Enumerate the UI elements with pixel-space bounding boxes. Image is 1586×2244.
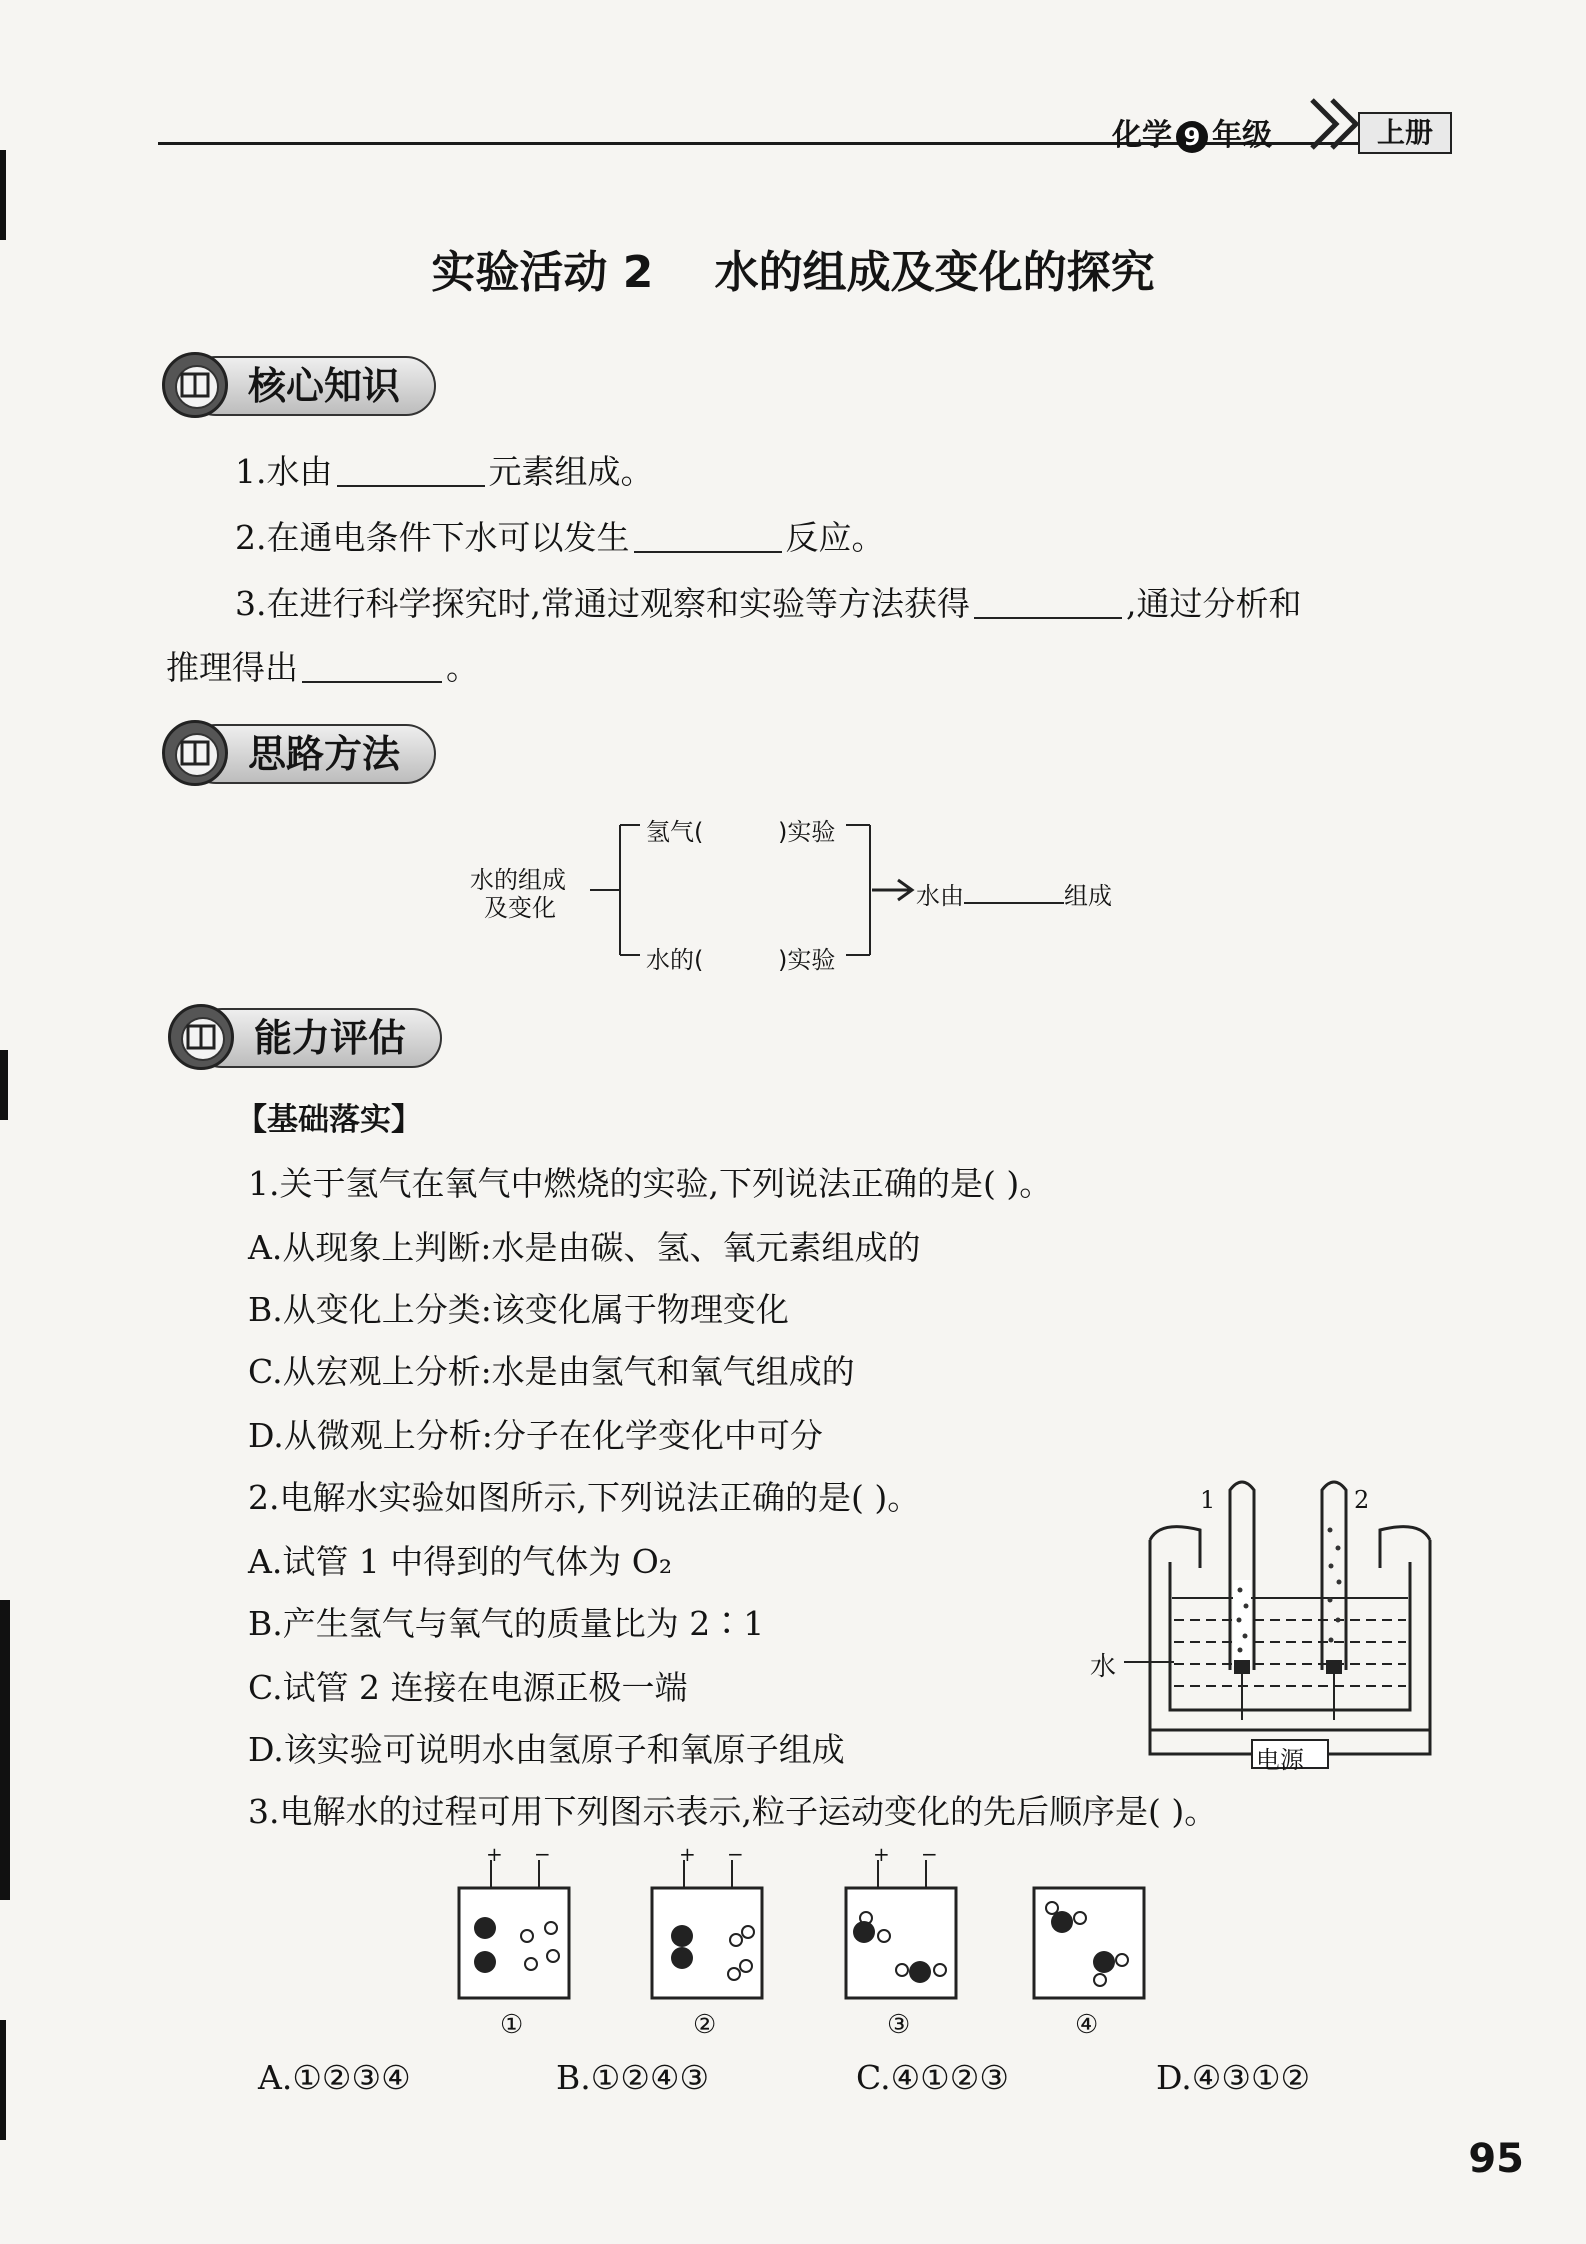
q1-option-c[interactable]: C.从宏观上分析:水是由氢气和氧气组成的: [248, 1352, 855, 1391]
book-icon: [180, 738, 210, 768]
basics-heading: 【基础落实】: [236, 1102, 422, 1138]
electrolysis-apparatus: [1090, 1470, 1450, 1770]
particle-panel-3: [842, 1852, 962, 2002]
q3-option-b[interactable]: B.①②④③: [556, 2058, 710, 2097]
panel-2-label: ②: [693, 2010, 717, 2040]
core-item-2: 2.在通电条件下水可以发生 反应。: [235, 518, 885, 557]
section-title: 能力评估: [192, 1008, 442, 1068]
particle-panel-4: [1030, 1852, 1150, 2002]
power-supply-label: 电源: [1256, 1746, 1304, 1774]
tube-1-label: 1: [1200, 1486, 1216, 1514]
q2-stem: 2.电解水实验如图所示,下列说法正确的是( )。: [248, 1478, 921, 1517]
volume-label: 上册: [1358, 112, 1452, 154]
panel-3-label: ③: [887, 2010, 911, 2040]
core-item-1: 1.水由 元素组成。: [235, 452, 654, 491]
q2-option-a[interactable]: A.试管 1 中得到的气体为 O₂: [248, 1542, 673, 1581]
q1-option-a[interactable]: A.从现象上判断:水是由碳、氢、氧元素组成的: [248, 1228, 921, 1267]
q3-option-d[interactable]: D.④③①②: [1156, 2058, 1311, 2097]
q1-stem: 1.关于氢气在氧气中燃烧的实验,下列说法正确的是( )。: [248, 1164, 1053, 1203]
arrow-right-icon: [870, 878, 920, 902]
section-title: 核心知识: [186, 356, 436, 416]
panel-3-plus: +: [873, 1842, 890, 1866]
q3-option-c[interactable]: C.④①②③: [856, 2058, 1009, 2097]
diagram-bottom-b: )实验: [778, 946, 836, 974]
diagram-label-water: 水的组成: [470, 866, 566, 894]
q3-option-a[interactable]: A.①②③④: [258, 2058, 411, 2097]
page-number: 95: [1468, 2136, 1524, 2182]
particle-panel-1: [455, 1852, 575, 2002]
header-subject-grade: 化学 9 年级: [1112, 118, 1272, 153]
scan-edge-mark: [0, 1050, 8, 1120]
diagram-bottom-a: 水的(: [646, 946, 704, 974]
answer-blank[interactable]: [974, 584, 1122, 619]
q2-option-d[interactable]: D.该实验可说明水由氢原子和氧原子组成: [248, 1730, 845, 1769]
q2-option-b[interactable]: B.产生氢气与氧气的质量比为 2∶1: [248, 1604, 765, 1643]
scan-edge-mark: [0, 2020, 6, 2140]
core-item-3-cont: 推理得出 。: [166, 648, 479, 687]
diagram-label-change: 及变化: [484, 894, 556, 922]
q3-stem: 3.电解水的过程可用下列图示表示,粒子运动变化的先后顺序是( )。: [248, 1792, 1218, 1831]
q1-option-d[interactable]: D.从微观上分析:分子在化学变化中可分: [248, 1416, 823, 1455]
diagram-top-b: )实验: [778, 818, 836, 846]
panel-2-minus: −: [727, 1842, 744, 1866]
book-icon: [180, 370, 210, 400]
tube-2-label: 2: [1354, 1486, 1370, 1514]
scan-edge-mark: [0, 150, 6, 240]
page-title: 实验活动 2 水的组成及变化的探究: [431, 247, 1155, 298]
panel-2-plus: +: [679, 1842, 696, 1866]
panel-1-plus: +: [486, 1842, 503, 1866]
section-title: 思路方法: [186, 724, 436, 784]
core-item-3: 3.在进行科学探究时,常通过观察和实验等方法获得 ,通过分析和: [235, 584, 1302, 623]
particle-panel-2: [648, 1852, 768, 2002]
q1-option-b[interactable]: B.从变化上分类:该变化属于物理变化: [248, 1290, 789, 1329]
grade-number: 9: [1176, 121, 1208, 153]
panel-1-minus: −: [534, 1842, 551, 1866]
q2-option-c[interactable]: C.试管 2 连接在电源正极一端: [248, 1668, 688, 1707]
answer-blank[interactable]: [634, 518, 782, 553]
diagram-result: 水由 组成: [916, 882, 1112, 910]
book-icon: [186, 1022, 216, 1052]
water-label: 水: [1090, 1652, 1117, 1682]
diagram-top-a: 氢气(: [646, 818, 704, 846]
panel-3-minus: −: [921, 1842, 938, 1866]
panel-1-label: ①: [500, 2010, 524, 2040]
scan-edge-mark: [0, 1600, 10, 1900]
panel-4-label: ④: [1075, 2010, 1099, 2040]
answer-blank[interactable]: [337, 452, 485, 487]
double-chevron-icon: [1306, 94, 1366, 154]
answer-blank[interactable]: [302, 648, 442, 683]
